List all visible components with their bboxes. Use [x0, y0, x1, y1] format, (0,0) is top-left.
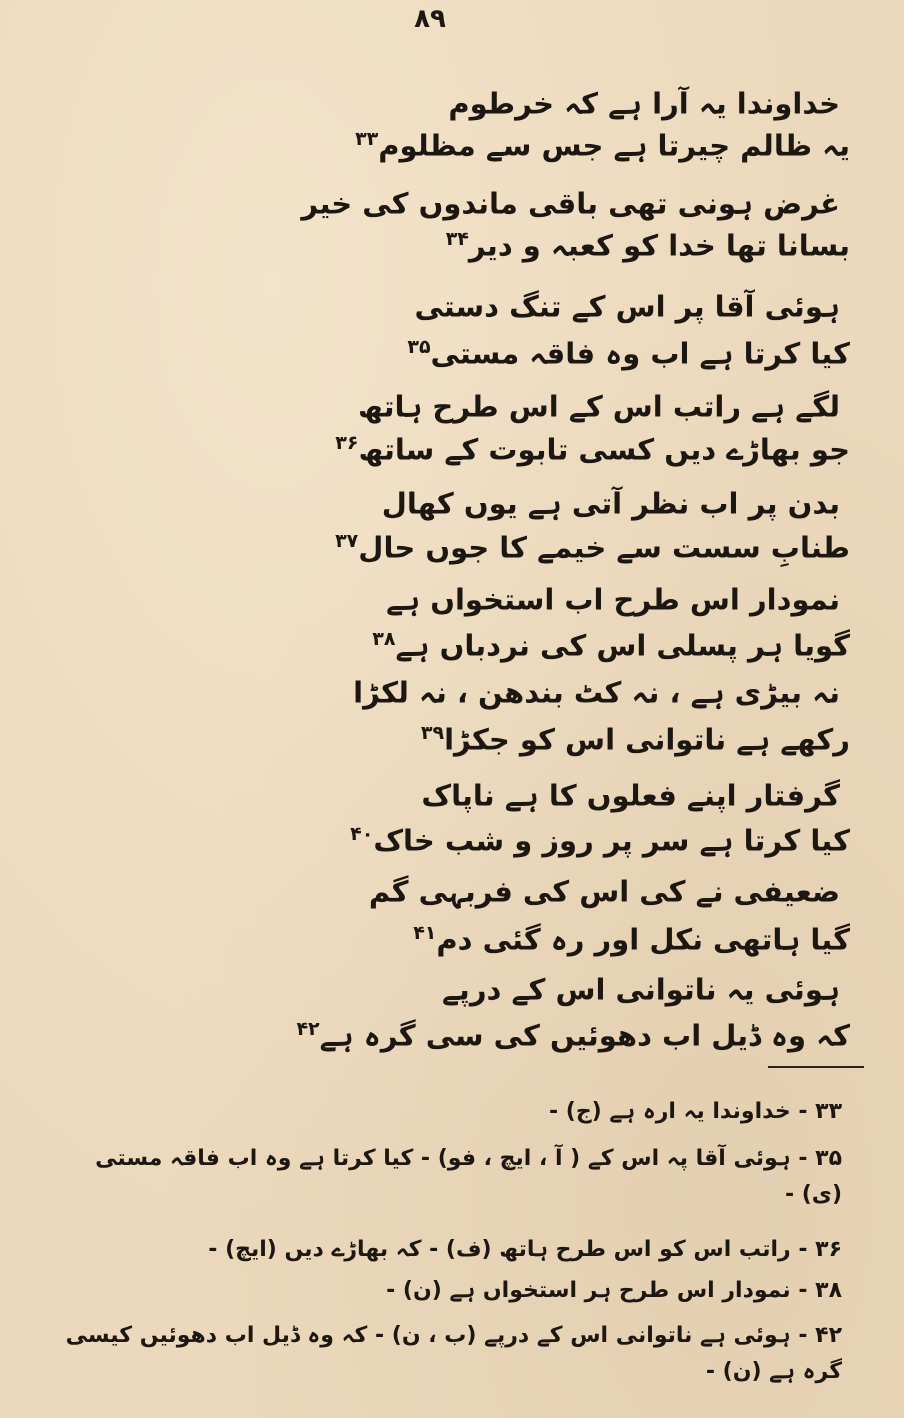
- verse-line: [407, 327, 850, 371]
- verse-text: گویا ہر پسلی اس کی نردباں ہے: [395, 628, 850, 663]
- verse-number: ۳۴: [445, 228, 469, 250]
- footnote: ۳۳ - خداوندا یہ ارہ ہے (ج) -: [548, 1099, 842, 1124]
- verse-line: [353, 666, 840, 710]
- verse-line: [410, 769, 840, 813]
- verse-number: ۳۵: [407, 336, 431, 358]
- verse-text: ضعیفی نے کی اس کی فربہی گم: [368, 874, 840, 909]
- verse-line: [301, 177, 840, 221]
- verse-line: [381, 477, 840, 521]
- verse-line: [386, 573, 840, 617]
- verse-text: گرفتار اپنے فعلوں کا ہے ناپاک: [421, 778, 840, 813]
- verse-text: رکھے ہے ناتوانی اس کو جکڑا: [444, 722, 850, 757]
- verse-number: ۳۸: [372, 628, 396, 650]
- verse-text: غرض ہونی تھی باقی ماندوں کی خیر: [301, 186, 840, 221]
- verse-line: [355, 119, 850, 163]
- verse-line: [368, 865, 840, 909]
- verse-number: ۳۹: [420, 722, 445, 744]
- footnote: ۳۵ - ہوئی آقا پہ اس کے ( آ ، ایچ ، فو) - کیا کرتا ہے وہ اب فاقہ مستی (ی) -: [95, 1146, 842, 1207]
- verse-text: لگے ہے راتب اس کے اس طرح ہاتھ: [358, 389, 840, 424]
- verse-text: جو بھاڑے دیں کسی تابوت کے ساتھ: [358, 432, 850, 467]
- verse-text: کیا کرتا ہے اب وہ فاقہ مستی: [430, 336, 850, 371]
- verse-line: [335, 423, 850, 467]
- verse-number: ۳۳: [355, 128, 379, 150]
- verse-line: [372, 619, 850, 663]
- verse-text: بسانا تھا خدا کو کعبہ و دیر: [468, 228, 850, 263]
- verse-text: بدن پر اب نظر آتی ہے یوں کھال: [381, 486, 840, 521]
- footnote: ۳۶ - راتب اس کو اس طرح ہاتھ (ف) - کہ بھاڑے دیں (ایچ) -: [208, 1237, 842, 1262]
- verse-text: نمودار اس طرح اب استخواں ہے: [386, 582, 840, 617]
- footnote: ۳۸ - نمودار اس طرح ہر استخواں ہے (ن) -: [386, 1278, 842, 1303]
- verse-line: [410, 963, 840, 1007]
- verse-line: [410, 713, 850, 757]
- footnote: ۴۲ - ہوئی ہے ناتوانی اس کے درپے (ب ، ن) - کہ وہ ڈیل اب دھوئیں کیسی گرہ ہے (ن) -: [65, 1323, 842, 1384]
- verse-line: [410, 913, 850, 957]
- verse-number: ۴۲: [296, 1018, 320, 1040]
- footnote-divider: [768, 1066, 864, 1068]
- verse-text: طنابِ سست سے خیمے کا جوں حال: [358, 530, 850, 565]
- verse-text: ہوئی آقا پر اس کے تنگ دستی: [414, 289, 840, 324]
- verse-number: ۳۶: [335, 432, 359, 454]
- verse-line: [350, 814, 850, 858]
- verse-text: یہ ظالم چیرتا ہے جس سے مظلوم: [378, 128, 850, 163]
- verse-text: نہ بیڑی ہے ، نہ کٹ بندھن ، نہ لکڑا: [353, 675, 840, 710]
- verse-text: گیا ہاتھی نکل اور رہ گئی دم: [436, 922, 850, 957]
- verse-line: [410, 219, 850, 263]
- verse-text: خداوندا یہ آرا ہے کہ خرطوم: [448, 86, 840, 121]
- verse-line: [358, 380, 840, 424]
- verse-text: کہ وہ ڈیل اب دھوئیں کی سی گرہ ہے: [319, 1018, 850, 1053]
- verse-number: ۴۰: [350, 823, 374, 845]
- verse-line: [420, 77, 840, 121]
- verse-text: ہوئی یہ ناتوانی اس کے درپے: [441, 972, 840, 1007]
- verse-text: کیا کرتا ہے سر پر روز و شب خاک: [373, 823, 850, 858]
- verse-number: ۳۷: [335, 530, 359, 552]
- verse-number: ۴۱: [413, 922, 437, 944]
- page-number: ۸۹: [414, 4, 446, 34]
- verse-line: [296, 1009, 850, 1053]
- verse-line: [410, 280, 840, 324]
- verse-line: [335, 521, 850, 565]
